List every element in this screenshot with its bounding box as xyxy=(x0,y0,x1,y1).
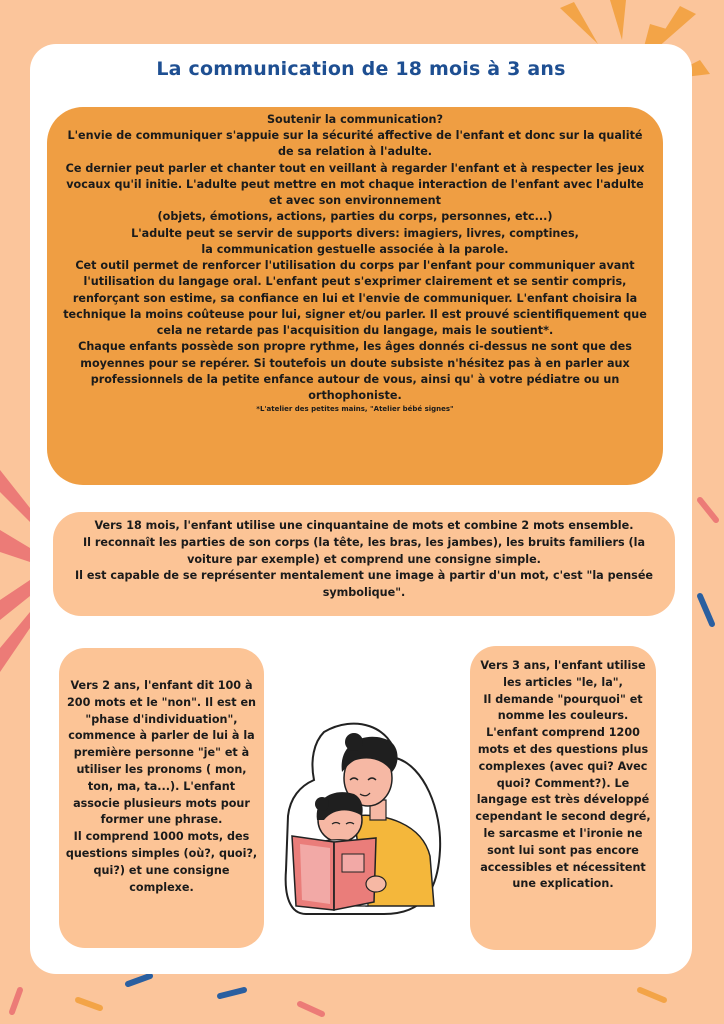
age-18-months-text: Il reconnaît les parties de son corps (la tête, les bras, les jambes), les bruits familiers (la voiture par exemple) et comprend une consigne simple. xyxy=(82,535,646,566)
support-communication-box xyxy=(47,107,663,485)
main-box-paragraph: la communication gestuelle associée à la parole. xyxy=(201,242,509,256)
age-18-months-text: Vers 18 mois, l'enfant utilise une cinquantaine de mots et combine 2 mots ensemble. xyxy=(94,519,634,532)
main-box-paragraph: L'envie de communiquer s'appuie sur la sécurité affective de l'enfant et donc sur la qualité de sa relation à l'adulte. xyxy=(67,129,643,159)
main-box-paragraph: Cet outil permet de renforcer l'utilisation du corps par l'enfant pour communiquer avant l'utilisation du langage oral. L'enfant peut s'exprimer clairement et se sentir compris, renforçant son estime, sa confiance en lui et l'envie de communiquer. L'enfant choisira la technique la moins coûteuse pour lui, signer et/ou parler. Il est prouvé scientifiquement que cela ne retarde pas l'acquisition du langage, mais le soutient*. xyxy=(63,259,647,338)
left-pink-rays-decoration xyxy=(0,470,30,672)
parent-reading-book-illustration xyxy=(284,720,444,916)
age-18-months-box xyxy=(53,512,675,616)
age-3-years-text: Vers 3 ans, l'enfant utilise les articles "le, la", xyxy=(480,659,646,689)
page-title: La communication de 18 mois à 3 ans xyxy=(156,58,566,80)
age-3-years-text: Il demande "pourquoi" et nomme les couleurs. xyxy=(483,692,643,723)
main-box-citation: *L'atelier des petites mains, "Atelier bébé signes" xyxy=(256,405,454,414)
main-box-heading: Soutenir la communication? xyxy=(266,113,444,126)
age-3-years-box xyxy=(470,646,656,950)
age-3-years-text: L'enfant comprend 1200 mots et des questions plus complexes (avec qui? Avec quoi? Comment?). Le langage est très développé cependant le second degré, le sarcasme et l'ironie ne sont lui sont pas encore accessibles et nécessitent une explication. xyxy=(475,726,651,891)
age-2-years-text: Il comprend 1000 mots, des questions simples (où?, quoi?, qui?) et une consigne complexe. xyxy=(65,830,258,894)
main-box-paragraph: Chaque enfants possède son propre rythme, les âges donnés ci-dessus ne sont que des moyennes pour se repérer. Si toutefois un doute subsiste n'hésitez pas à en parler aux professionnels de la petite enfance autour de vous, ainsi qu' à votre pédiatre ou un orthophoniste. xyxy=(78,340,632,402)
age-18-months-text: Il est capable de se représenter mentalement une image à partir d'un mot, c'est "la pensée symbolique". xyxy=(74,569,654,600)
main-box-paragraph: (objets, émotions, actions, parties du corps, personnes, etc...) xyxy=(157,210,553,224)
age-2-years-text: Vers 2 ans, l'enfant dit 100 à 200 mots et le "non". Il est en "phase d'individuation", commence à parler de lui à la première personne "je" et à utiliser les pronoms ( mon, ton, ma, ta...). L'enfant associe plusieurs mots pour former une phrase. xyxy=(67,679,256,827)
age-2-years-box xyxy=(59,648,264,948)
main-box-paragraph: Ce dernier peut parler et chanter tout en veillant à regarder l'enfant et à respecter les jeux vocaux qu'il initie. L'adulte peut mettre en mot chaque interaction de l'enfant avec l'adulte et avec son environnement xyxy=(65,161,645,208)
main-box-paragraph: L'adulte peut se servir de supports divers: imagiers, livres, comptines, xyxy=(131,226,579,240)
